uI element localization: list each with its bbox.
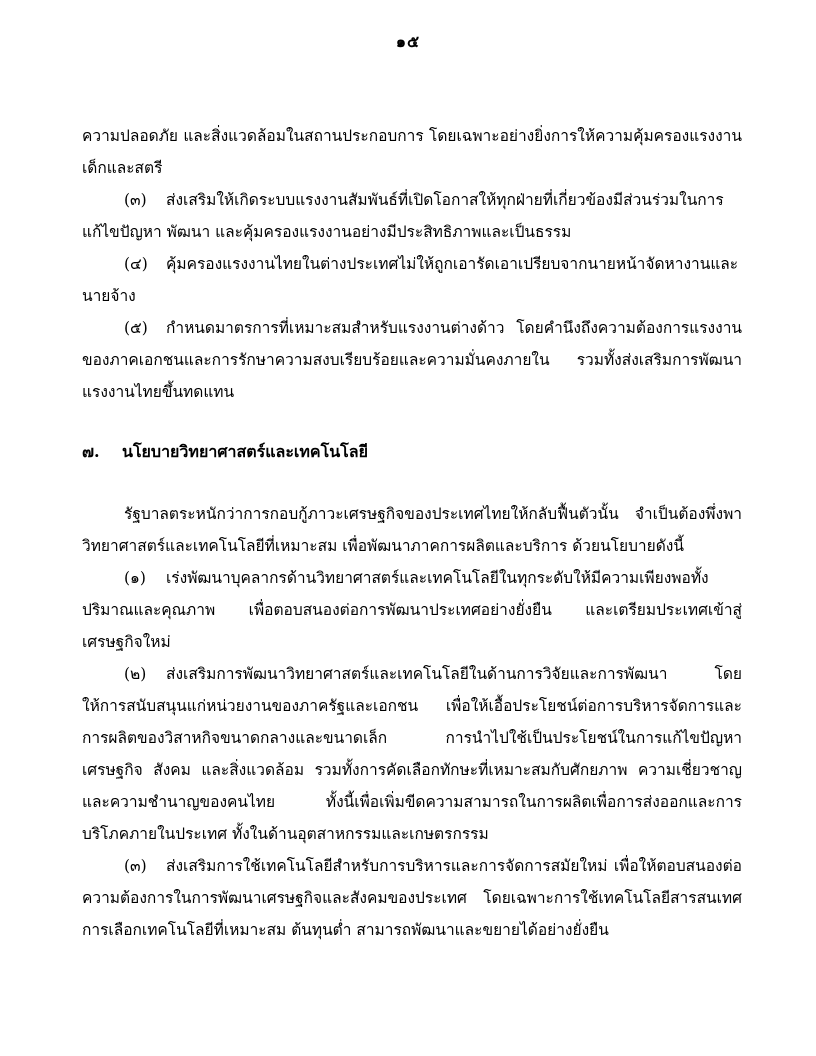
- item-text: ส่งเสริมการใช้เทคโนโลยีสำหรับการบริหารและการจัดการสมัยใหม่ เพื่อให้ตอบสนองต่อความต้องการในการพัฒนาเศรษฐกิจและสังคมของประเทศ โดยเฉพาะการใช้เทคโนโลยีสารสนเทศ การเลือกเทคโนโลยีที่เหมาะสม ต้นทุนต่ำ สามารถพัฒนาและขยายได้อย่างยั่งยืน: [82, 857, 742, 939]
- item-text: ส่งเสริมให้เกิดระบบแรงงานสัมพันธ์ที่เปิดโอกาสให้ทุกฝ่ายที่เกี่ยวข้องมีส่วนร่วมในการแก้ไขปัญหา พัฒนา และคุ้มครองแรงงานอย่างมีประสิทธิภาพและเป็นธรรม: [82, 191, 724, 241]
- labor-item-5: [82, 312, 742, 408]
- labor-item-3: [82, 184, 742, 248]
- labor-item-4: [82, 248, 742, 312]
- page-content: [82, 120, 742, 946]
- page-number: ๑๕: [395, 32, 421, 51]
- item-text: เร่งพัฒนาบุคลากรด้านวิทยาศาสตร์และเทคโนโลยีในทุกระดับให้มีความเพียงพอทั้งปริมาณและคุณภาพ เพื่อตอบสนองต่อการพัฒนาประเทศอย่างยั่งยืน และเตรียมประเทศเข้าสู่เศรษฐกิจใหม่: [82, 569, 742, 651]
- item-number: (๒): [124, 665, 147, 683]
- section-title: นโยบายวิทยาศาสตร์และเทคโนโลยี: [122, 442, 368, 461]
- section-heading: [82, 436, 742, 468]
- item-number: (๕): [124, 319, 148, 337]
- item-number: (๓): [124, 857, 147, 875]
- item-text: ส่งเสริมการพัฒนาวิทยาศาสตร์และเทคโนโลยีในด้านการวิจัยและการพัฒนา โดยให้การสนับสนุนแก่หน่วยงานของภาครัฐและเอกชน เพื่อให้เอื้อประโยชน์ต่อการบริหารจัดการและการผลิตของวิสาหกิจขนาดกลางและขนาดเล็ก การนำไปใช้เป็นประโยชน์ในการแก้ไขปัญหาเศรษฐกิจ สังคม และสิ่งแวดล้อม รวมทั้งการคัดเลือกทักษะที่เหมาะสมกับศักยภาพ ความเชี่ยวชาญและความชำนาญของคนไทย ทั้งนี้เพื่อเพิ่มขีดความสามารถในการผลิตเพื่อการส่งออกและการบริโภคภายในประเทศ ทั้งในด้านอุตสาหกรรมและเกษตรกรรม: [82, 665, 742, 843]
- labor-policy-items: [82, 184, 742, 408]
- section-intro: รัฐบาลตระหนักว่าการกอบกู้ภาวะเศรษฐกิจของประเทศไทยให้กลับฟื้นตัวนั้น จำเป็นต้องพึ่งพาวิทยาศาสตร์และเทคโนโลยีที่เหมาะสม เพื่อพัฒนาภาคการผลิตและบริการ ด้วยนโยบายดังนี้: [82, 505, 742, 555]
- item-number: (๑): [124, 569, 146, 587]
- item-number: (๓): [124, 191, 147, 209]
- section-number: ๗.: [82, 442, 100, 461]
- science-item-3: [82, 850, 742, 946]
- continuation-paragraph: ความปลอดภัย และสิ่งแวดล้อมในสถานประกอบการ โดยเฉพาะอย่างยิ่งการให้ความคุ้มครองแรงงานเด็กและสตรี: [82, 127, 742, 177]
- science-policy-items: [82, 562, 742, 946]
- item-text: กำหนดมาตรการที่เหมาะสมสำหรับแรงงานต่างด้าว โดยคำนึงถึงความต้องการแรงงานของภาคเอกชนและการรักษาความสงบเรียบร้อยและความมั่นคงภายใน รวมทั้งส่งเสริมการพัฒนาแรงงานไทยขึ้นทดแทน: [82, 319, 742, 401]
- science-item-1: [82, 562, 742, 658]
- science-item-2: [82, 658, 742, 850]
- item-number: (๔): [124, 255, 148, 273]
- item-text: คุ้มครองแรงงานไทยในต่างประเทศไม่ให้ถูกเอารัดเอาเปรียบจากนายหน้าจัดหางานและนายจ้าง: [82, 255, 739, 305]
